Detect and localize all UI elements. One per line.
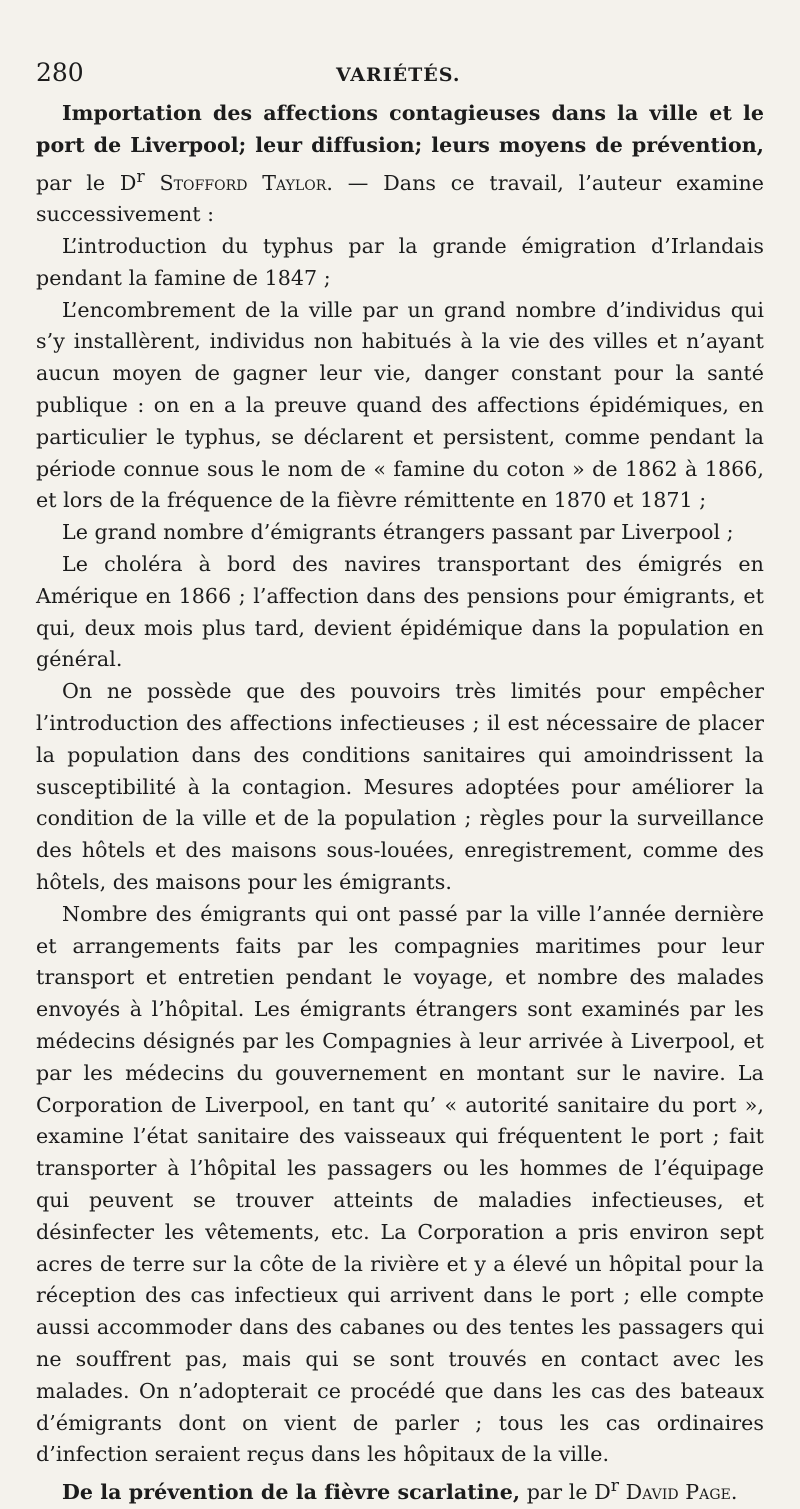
next-byline-title-superscript: r — [610, 1476, 620, 1497]
author-name: Stofford Taylor. — [144, 170, 333, 195]
page-number: 280 — [36, 58, 84, 87]
byline-title-superscript: r — [136, 166, 145, 187]
article-intro: — Dans ce travail, l’auteur examine successivement : — [36, 170, 764, 227]
page-header — [36, 58, 764, 92]
paragraph: L’introduction du typhus par la grande émigration d’Irlandais pendant la famine de 1847 ; — [36, 234, 764, 290]
paragraph: Le choléra à bord des navires transportant des émigrés en Amérique en 1866 ; l’affection dans des pensions pour émigrants, et qui, deux mois plus tard, devient épidémique dans la population en général. — [36, 552, 764, 672]
paragraph: Nombre des émigrants qui ont passé par la ville l’année dernière et arrangements faits par les compagnies maritimes pour leur transport et entretien pendant le voyage, et nombre des malades envoyés à l’hôpital. Les émigrants étrangers sont examinés par les médecins désignés par les Compagnies à leur arrivée à Liverpool, et par les médecins du gouvernement en montant sur le navire. La Corporation de Liverpool, en tant qu’ « autorité sanitaire du port », examine l’état sanitaire des vaisseaux qui fréquentent le port ; fait transporter à l’hôpital les passagers ou les hommes de l’équipage qui peuvent se trouver atteints de maladies infectieuses, et désinfecter les vêtements, etc. La Corporation a pris environ sept acres de terre sur la côte de la rivière et y a élevé un hôpital pour la réception des cas infectieux qui arrivent dans le port ; elle compte aussi accommoder dans des cabanes ou des tentes les passagers qui ne souffrent pas, mais qui se sont trouvés en contact avec les malades. On n’adopterait ce procédé que dans les cas des bateaux d’émigrants dont on vient de parler ; tous les cas ordinaires d’infection seraient reçus dans les hôpitaux de la ville. — [36, 901, 764, 1467]
next-article-heading-paragraph — [36, 1471, 764, 1509]
next-byline-prefix: par le D — [520, 1479, 611, 1504]
paragraph: Le grand nombre d’émigrants étrangers passant par Liverpool ; — [62, 520, 734, 545]
byline-prefix: par le D — [36, 170, 137, 195]
paragraph: On ne possède que des pouvoirs très limités pour empêcher l’introduction des affections infectieuses ; il est nécessaire de placer la population dans des conditions sanitaires qui amoindrissent la susceptibilité à la contagion. Mesures adoptées pour améliorer la condition de la ville et de la population ; règles pour la surveillance des hôtels et des maisons sous-louées, enregistrement, comme des hôtels, des maisons pour les émigrants. — [36, 679, 764, 894]
next-article-title: De la prévention de la fièvre scarlatine, — [62, 1479, 521, 1504]
next-author-name: David Page. — [619, 1479, 738, 1504]
article-heading-paragraph — [36, 98, 764, 231]
article-title: Importation des affections contagieuses dans la ville et le port de Liverpool; leur diffusion; leurs moyens de prévention, — [36, 101, 764, 157]
paragraph: L’encombrement de la ville par un grand nombre d’individus qui s’y installèrent, individus non habitués à la vie des villes et n’ayant aucun moyen de gagner leur vie, danger constant pour la santé publique : on en a la preuve quand des affections épidémiques, en particulier le typhus, se déclarent et persistent, comme pendant la période connue sous le nom de « famine du coton » de 1862 à 1866, et lors de la fréquence de la fièvre rémittente en 1870 et 1871 ; — [36, 297, 764, 513]
running-head: VARIÉTÉS. — [336, 64, 461, 86]
body-text — [36, 98, 764, 1509]
